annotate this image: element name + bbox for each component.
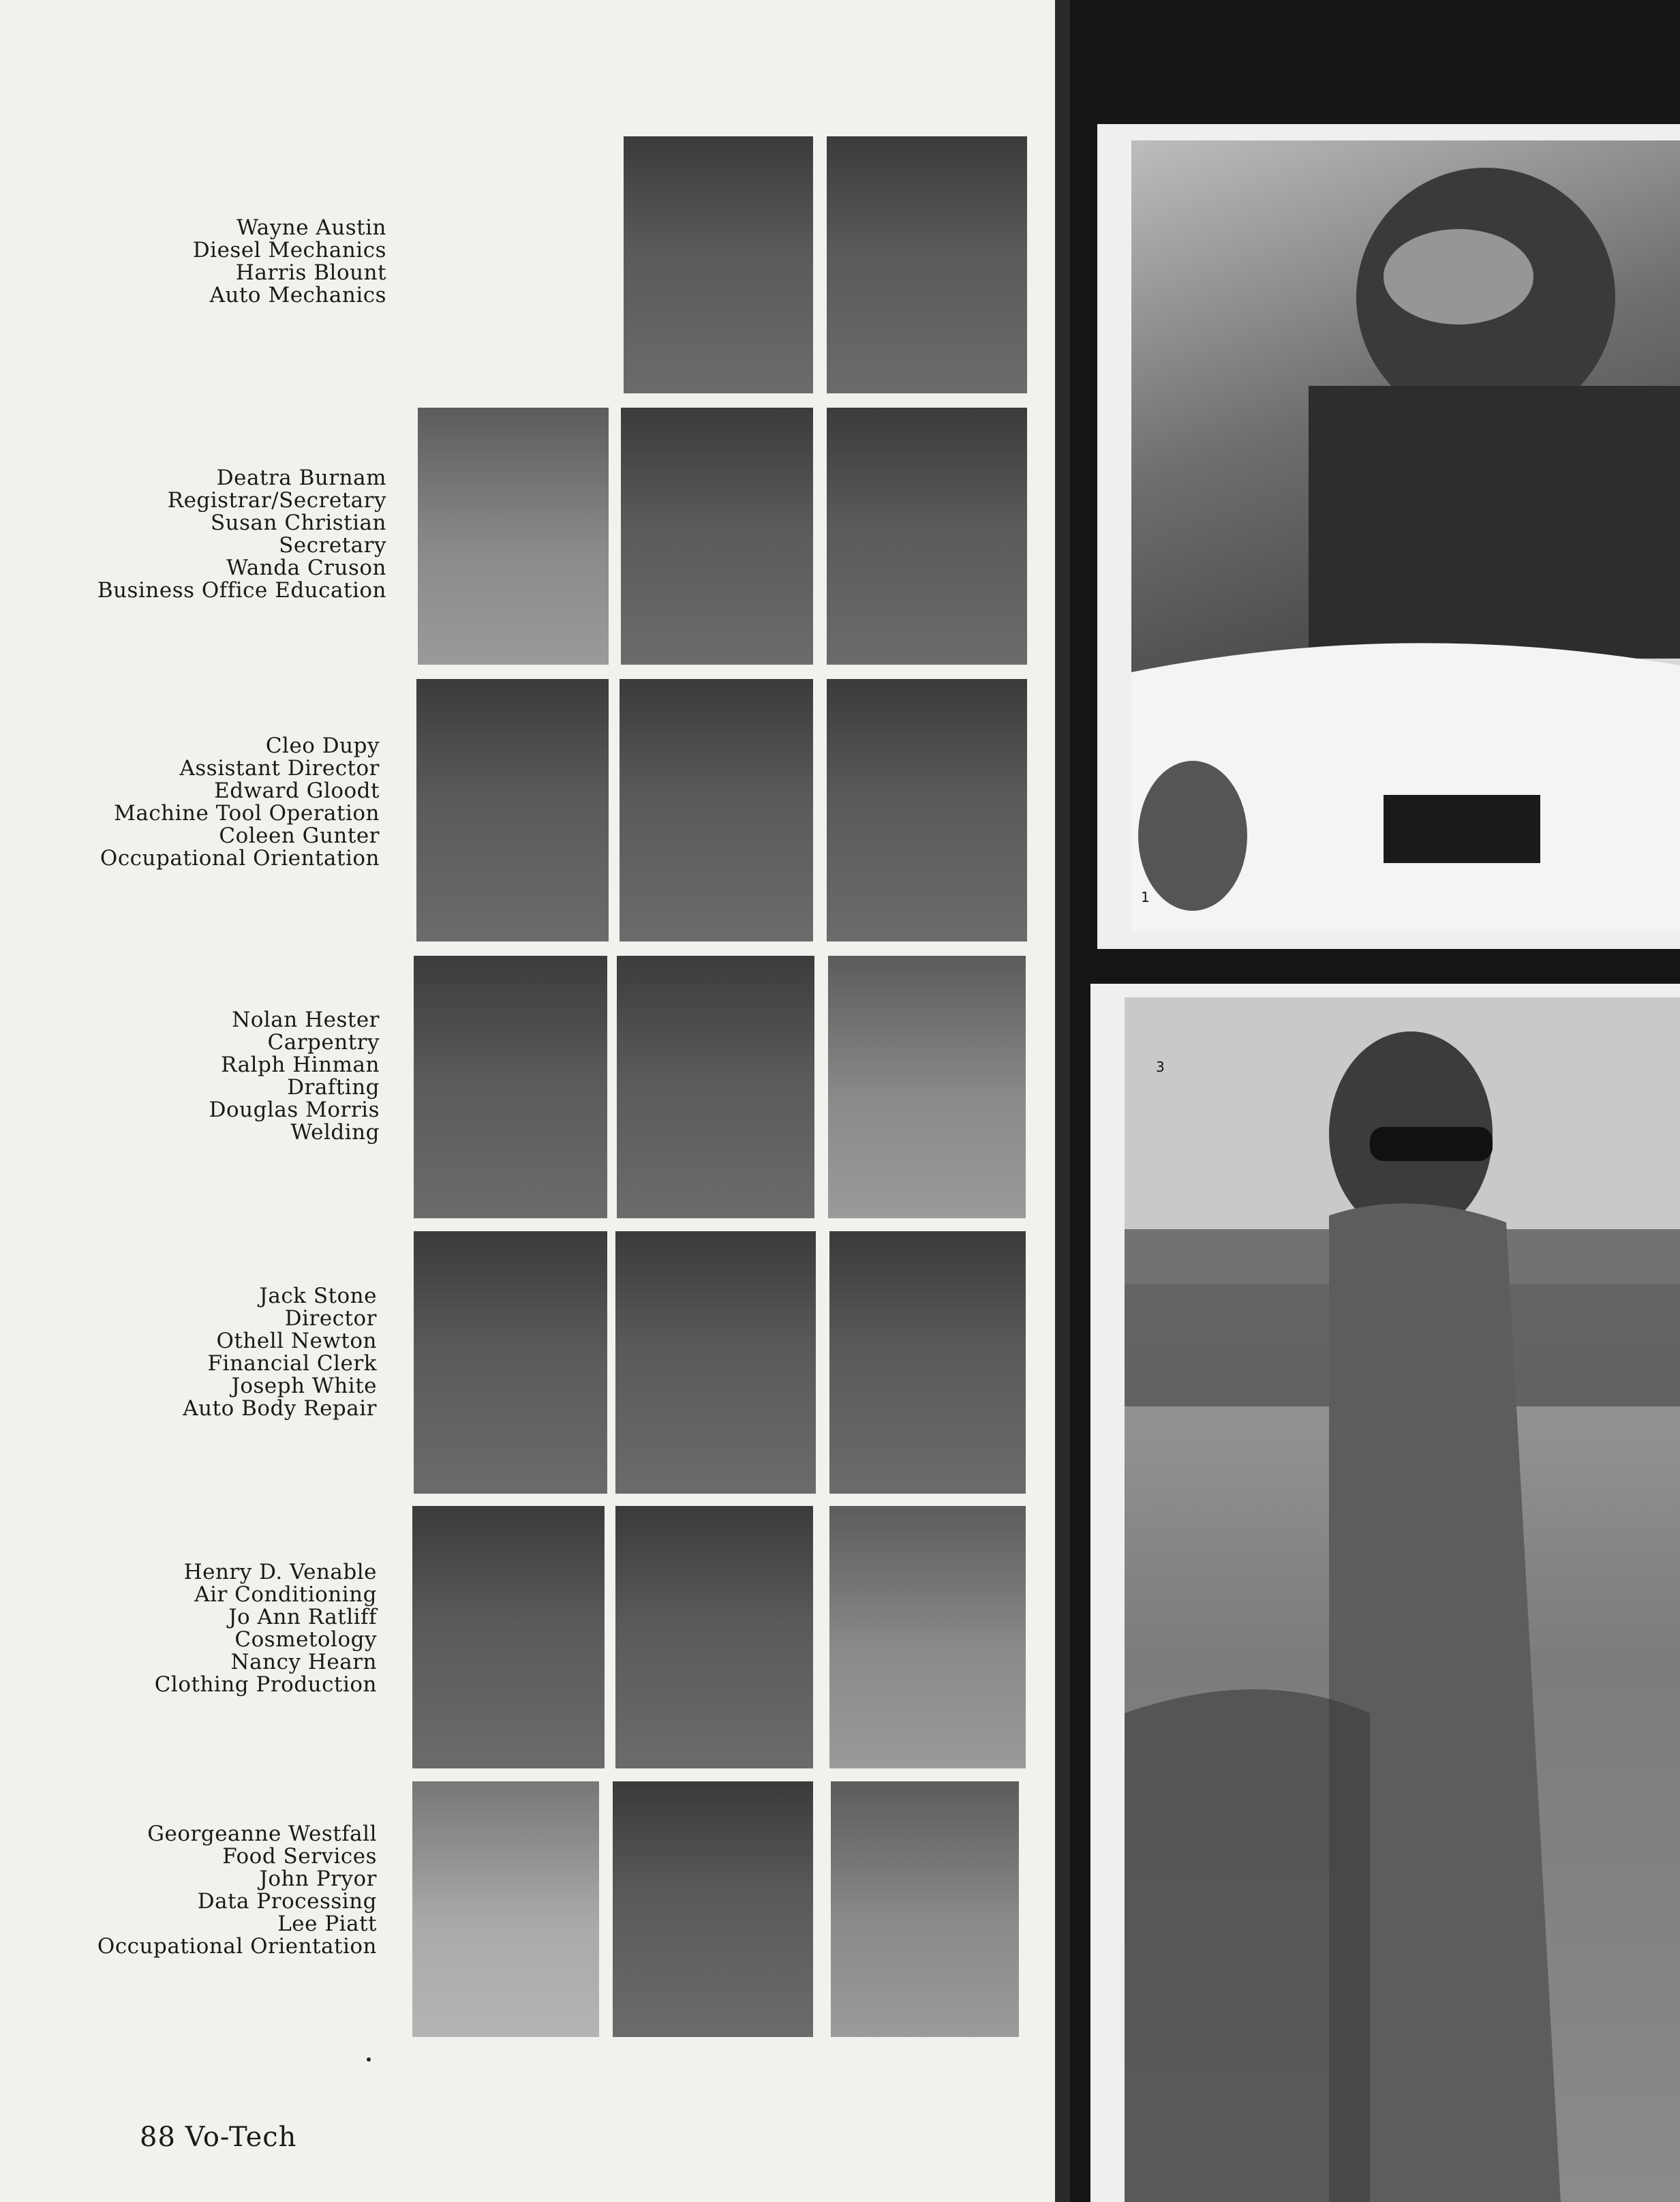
caption-row-3 — [100, 735, 380, 870]
staff-title: Financial Clerk — [207, 1351, 377, 1376]
portrait-photo — [615, 1506, 813, 1768]
staff-title: Carpentry — [267, 1030, 380, 1055]
staff-name: Georgeanne Westfall — [147, 1822, 377, 1846]
caption-row-1 — [193, 217, 386, 307]
portrait-photo — [620, 679, 813, 941]
staff-name: Lee Piatt — [277, 1912, 377, 1936]
staff-name: Nancy Hearn — [230, 1650, 377, 1674]
page-gutter — [1055, 0, 1070, 2202]
staff-name: Nolan Hester — [232, 1008, 380, 1032]
staff-name: Jack Stone — [259, 1284, 377, 1308]
staff-title: Food Services — [222, 1844, 377, 1869]
staff-title: Cosmetology — [234, 1627, 377, 1652]
staff-name: Joseph White — [231, 1374, 377, 1398]
staff-title: Machine Tool Operation — [114, 801, 380, 826]
portrait-photo — [829, 1506, 1026, 1768]
staff-name: Edward Gloodt — [214, 779, 380, 803]
staff-name: Othell Newton — [216, 1329, 377, 1353]
staff-title: Auto Mechanics — [209, 283, 386, 307]
staff-title: Air Conditioning — [194, 1582, 377, 1607]
staff-title: Data Processing — [197, 1889, 377, 1914]
portrait-photo — [829, 1231, 1026, 1494]
caption-row-7 — [97, 1823, 377, 1958]
staff-title: Occupational Orientation — [100, 846, 380, 871]
staff-title: Occupational Orientation — [97, 1934, 377, 1959]
portrait-photo — [624, 136, 813, 393]
staff-name: Deatra Burnam — [216, 466, 386, 490]
portrait-photo — [414, 956, 607, 1218]
page-folio: 88 Vo-Tech — [140, 2122, 297, 2153]
staff-name: Wayne Austin — [236, 215, 386, 240]
photo-number: 3 — [1156, 1059, 1165, 1075]
staff-name: Jo Ann Ratliff — [228, 1605, 377, 1629]
staff-title: Secretary — [279, 533, 386, 558]
portrait-photo — [412, 1506, 605, 1768]
portrait-photo — [416, 679, 609, 941]
staff-name: Ralph Hinman — [221, 1053, 380, 1077]
staff-title: Registrar/Secretary — [167, 488, 386, 513]
staff-name: Susan Christian — [210, 511, 386, 535]
caption-row-4 — [209, 1009, 380, 1144]
staff-title: Clothing Production — [154, 1672, 377, 1697]
portrait-photo — [418, 408, 609, 665]
staff-name: Douglas Morris — [209, 1098, 380, 1122]
staff-name: Coleen Gunter — [219, 824, 380, 848]
staff-title: Director — [284, 1306, 377, 1331]
portrait-photo — [621, 408, 813, 665]
caption-row-2 — [97, 467, 386, 602]
portrait-photo — [827, 136, 1027, 393]
staff-title: Welding — [290, 1120, 380, 1145]
photo-number: 1 — [1141, 889, 1150, 905]
staff-title: Assistant Director — [179, 756, 380, 781]
action-photo-top — [1097, 124, 1680, 949]
staff-title: Diesel Mechanics — [192, 238, 386, 262]
staff-name: John Pryor — [259, 1867, 377, 1891]
portrait-photo — [615, 1231, 816, 1494]
portrait-photo — [827, 679, 1027, 941]
portrait-photo — [412, 1781, 599, 2037]
print-speck — [367, 2057, 371, 2062]
portrait-photo — [831, 1781, 1019, 2037]
staff-name: Wanda Cruson — [226, 556, 386, 580]
staff-name: Cleo Dupy — [265, 734, 380, 758]
portrait-photo — [414, 1231, 607, 1494]
caption-row-5 — [183, 1285, 377, 1420]
staff-title: Auto Body Repair — [183, 1396, 377, 1421]
staff-title: Business Office Education — [97, 578, 386, 603]
staff-name: Harris Blount — [235, 260, 386, 285]
portrait-photo — [617, 956, 814, 1218]
action-photo-bottom — [1090, 984, 1680, 2202]
portrait-photo — [613, 1781, 813, 2037]
portrait-photo — [827, 408, 1027, 665]
portrait-photo — [828, 956, 1026, 1218]
caption-row-6 — [155, 1561, 377, 1696]
staff-name: Henry D. Venable — [183, 1560, 377, 1584]
staff-title: Drafting — [287, 1075, 380, 1100]
